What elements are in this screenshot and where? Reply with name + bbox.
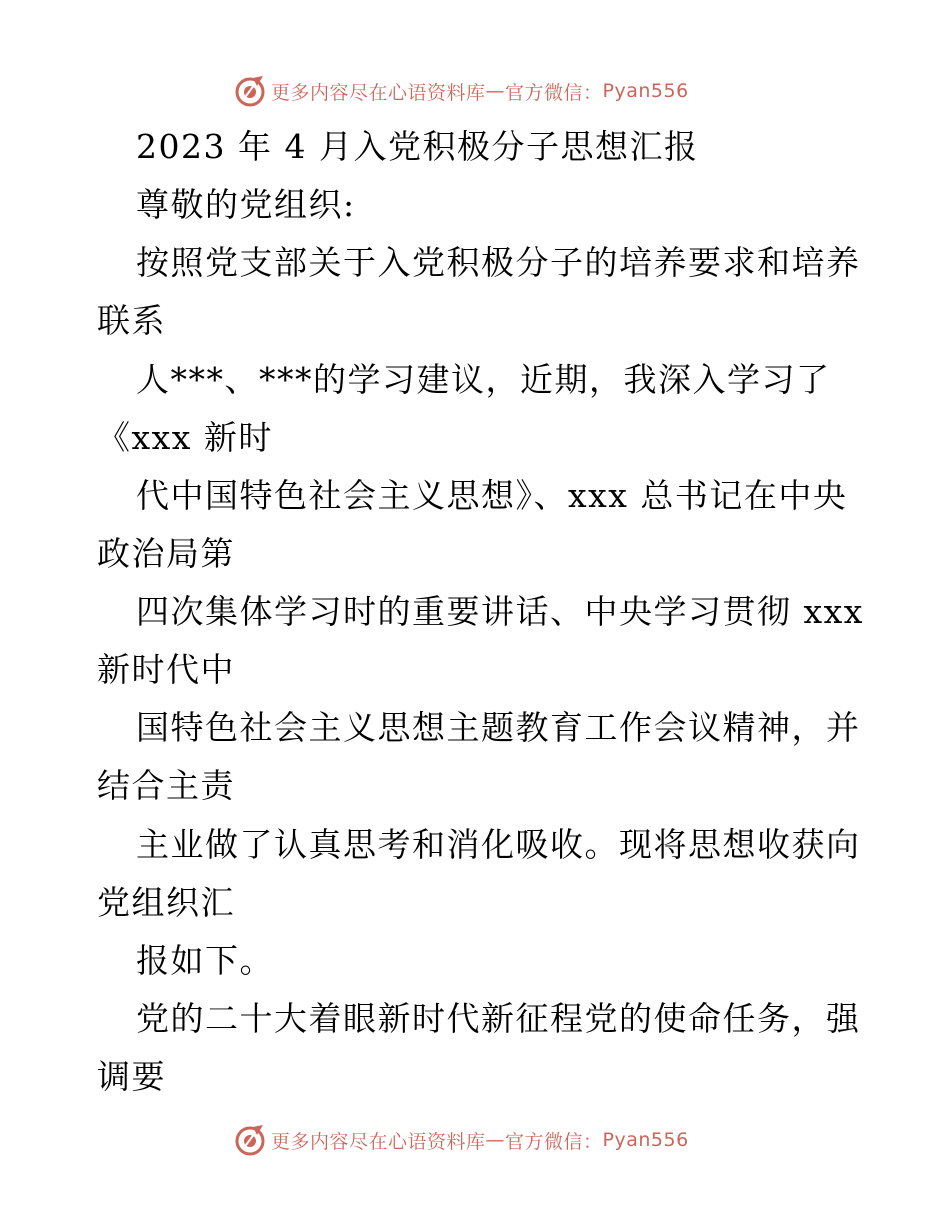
watermark-wechat-id: Pyan556	[602, 1129, 689, 1151]
text-line: 政治局第	[97, 534, 235, 573]
text-line: 国特色社会主义思想主题教育工作会议精神，并	[136, 708, 861, 747]
text-line: 四次集体学习时的重要讲话、中央学习贯彻 xxx	[136, 592, 864, 631]
watermark-wechat-id: Pyan556	[602, 80, 689, 102]
text-line: 新时代中	[97, 650, 235, 689]
text-line: 结合主责	[97, 766, 235, 805]
text-line: 报如下。	[136, 941, 274, 980]
watermark-dash: —	[485, 80, 506, 102]
quill-seal-icon	[233, 1123, 267, 1157]
text-line: 按照党支部关于入党积极分子的培养要求和培养	[136, 243, 861, 282]
text-line: 主业做了认真思考和消化吸收。现将思想收获向	[136, 825, 861, 864]
text-line: 人***、***的学习建议，近期，我深入学习了	[136, 360, 831, 399]
text-line: 调要	[97, 1057, 166, 1096]
watermark-dash: —	[485, 1129, 506, 1151]
watermark-footer	[233, 1122, 733, 1158]
text-line: 代中国特色社会主义思想》、xxx 总书记在中央	[136, 476, 848, 515]
watermark-text: 更多内容尽在心语资料库	[271, 1130, 486, 1153]
watermark-wechat-label: 官方微信：	[505, 1130, 603, 1153]
text-line: 《xxx 新时	[97, 418, 273, 457]
watermark-text: 更多内容尽在心语资料库	[271, 81, 486, 104]
watermark-wechat-label: 官方微信：	[505, 81, 603, 104]
text-line: 联系	[97, 301, 166, 340]
salutation: 尊敬的党组织:	[136, 185, 356, 224]
document-title: 2023 年 4 月入党积极分子思想汇报	[136, 127, 699, 166]
text-line: 党的二十大着眼新时代新征程党的使命任务，强	[136, 999, 861, 1038]
text-line: 党组织汇	[97, 883, 235, 922]
